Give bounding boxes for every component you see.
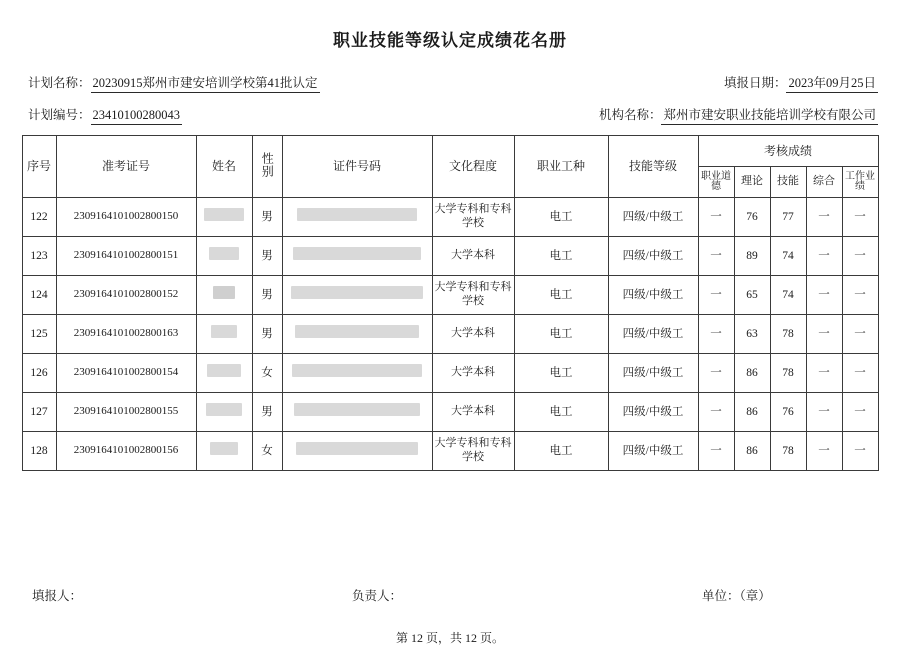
plan-name-field <box>28 73 320 93</box>
cell-occupation: 电工 <box>514 198 608 237</box>
cell-comprehensive: 一 <box>806 198 842 237</box>
cell-seq: 123 <box>22 237 56 276</box>
cell-name <box>196 354 252 393</box>
cell-level: 四级/中级工 <box>608 315 698 354</box>
cell-id-number <box>282 432 432 471</box>
cell-education: 大学本科 <box>432 354 514 393</box>
cell-comprehensive: 一 <box>806 354 842 393</box>
cell-performance: 一 <box>842 393 878 432</box>
redaction-block <box>210 442 238 455</box>
col-header-gender-text: 性别 <box>260 151 275 178</box>
cell-theory: 63 <box>734 315 770 354</box>
cell-performance: 一 <box>842 354 878 393</box>
cell-theory: 89 <box>734 237 770 276</box>
redaction-block <box>295 325 419 338</box>
cell-comprehensive: 一 <box>806 432 842 471</box>
plan-no-field <box>28 105 182 125</box>
cell-skill: 78 <box>770 315 806 354</box>
redaction-block <box>213 286 235 299</box>
col-header-performance: 工作业绩 <box>842 167 878 198</box>
cell-occupation: 电工 <box>514 315 608 354</box>
redaction-block <box>294 403 420 416</box>
table-row <box>22 432 878 471</box>
cell-level: 四级/中级工 <box>608 354 698 393</box>
plan-name-value: 20230915郑州市建安培训学校第41批认定 <box>91 73 320 93</box>
cell-ticket: 2309164101002800152 <box>56 276 196 315</box>
cell-skill: 74 <box>770 276 806 315</box>
cell-gender: 男 <box>252 276 282 315</box>
col-header-name: 姓名 <box>196 136 252 198</box>
org-name-value: 郑州市建安职业技能培训学校有限公司 <box>661 105 878 125</box>
col-header-ticket: 准考证号 <box>56 136 196 198</box>
cell-ticket: 2309164101002800151 <box>56 237 196 276</box>
cell-name <box>196 276 252 315</box>
cell-theory: 65 <box>734 276 770 315</box>
cell-performance: 一 <box>842 276 878 315</box>
redaction-block <box>292 364 422 377</box>
cell-name <box>196 237 252 276</box>
redaction-block <box>209 247 239 260</box>
table-header <box>22 136 878 198</box>
cell-education: 大学本科 <box>432 237 514 276</box>
col-header-level: 技能等级 <box>608 136 698 198</box>
cell-education: 大学本科 <box>432 315 514 354</box>
col-header-skill: 技能 <box>770 167 806 198</box>
col-header-gender <box>252 136 282 198</box>
cell-ethics: 一 <box>698 237 734 276</box>
cell-occupation: 电工 <box>514 354 608 393</box>
table-row <box>22 237 878 276</box>
redaction-block <box>211 325 237 338</box>
table-row <box>22 354 878 393</box>
redaction-block <box>296 442 418 455</box>
fill-date-label: 填报日期： <box>723 76 787 90</box>
cell-gender: 男 <box>252 393 282 432</box>
table-row <box>22 393 878 432</box>
redaction-block <box>206 403 242 416</box>
cell-name <box>196 198 252 237</box>
cell-id-number <box>282 315 432 354</box>
cell-id-number <box>282 276 432 315</box>
col-header-education: 文化程度 <box>432 136 514 198</box>
cell-performance: 一 <box>842 237 878 276</box>
cell-occupation: 电工 <box>514 237 608 276</box>
cell-name <box>196 432 252 471</box>
col-header-seq: 序号 <box>22 136 56 198</box>
table-row <box>22 276 878 315</box>
document-page <box>0 26 900 660</box>
cell-seq: 125 <box>22 315 56 354</box>
cell-id-number <box>282 237 432 276</box>
col-header-ethics: 职业道德 <box>698 167 734 198</box>
meta-row-plan <box>0 73 900 93</box>
roster-table <box>22 135 879 471</box>
unit-seal-label: 单位：（章） <box>702 589 771 603</box>
redaction-block <box>293 247 421 260</box>
cell-id-number <box>282 354 432 393</box>
cell-ethics: 一 <box>698 432 734 471</box>
cell-occupation: 电工 <box>514 393 608 432</box>
cell-skill: 78 <box>770 432 806 471</box>
cell-performance: 一 <box>842 315 878 354</box>
cell-seq: 124 <box>22 276 56 315</box>
table-row <box>22 315 878 354</box>
cell-level: 四级/中级工 <box>608 237 698 276</box>
fill-date-field <box>724 73 878 93</box>
cell-level: 四级/中级工 <box>608 432 698 471</box>
cell-skill: 74 <box>770 237 806 276</box>
cell-comprehensive: 一 <box>806 276 842 315</box>
signature-row <box>0 586 900 604</box>
cell-ticket: 2309164101002800150 <box>56 198 196 237</box>
cell-education: 大学专科和专科学校 <box>432 432 514 471</box>
col-header-theory: 理论 <box>734 167 770 198</box>
cell-comprehensive: 一 <box>806 315 842 354</box>
cell-gender: 男 <box>252 237 282 276</box>
cell-performance: 一 <box>842 432 878 471</box>
col-header-comprehensive: 综合 <box>806 167 842 198</box>
cell-skill: 78 <box>770 354 806 393</box>
cell-ticket: 2309164101002800156 <box>56 432 196 471</box>
cell-comprehensive: 一 <box>806 237 842 276</box>
cell-level: 四级/中级工 <box>608 276 698 315</box>
cell-education: 大学专科和专科学校 <box>432 276 514 315</box>
cell-gender: 男 <box>252 198 282 237</box>
cell-theory: 86 <box>734 393 770 432</box>
cell-seq: 122 <box>22 198 56 237</box>
cell-ticket: 2309164101002800163 <box>56 315 196 354</box>
table-row <box>22 198 878 237</box>
plan-name-label: 计划名称： <box>28 76 91 90</box>
cell-education: 大学专科和专科学校 <box>432 198 514 237</box>
cell-ticket: 2309164101002800155 <box>56 393 196 432</box>
cell-education: 大学本科 <box>432 393 514 432</box>
header-row-top <box>22 136 878 167</box>
redaction-block <box>207 364 241 377</box>
cell-ethics: 一 <box>698 276 734 315</box>
col-header-scores-group: 考核成绩 <box>698 136 878 167</box>
redaction-block <box>291 286 423 299</box>
cell-level: 四级/中级工 <box>608 198 698 237</box>
cell-gender: 女 <box>252 432 282 471</box>
cell-theory: 76 <box>734 198 770 237</box>
plan-no-value: 23410100280043 <box>91 108 183 125</box>
org-name-field <box>599 105 878 125</box>
cell-ticket: 2309164101002800154 <box>56 354 196 393</box>
cell-theory: 86 <box>734 432 770 471</box>
plan-no-label: 计划编号： <box>28 108 91 122</box>
cell-gender: 女 <box>252 354 282 393</box>
cell-name <box>196 315 252 354</box>
cell-performance: 一 <box>842 198 878 237</box>
cell-seq: 127 <box>22 393 56 432</box>
cell-skill: 76 <box>770 393 806 432</box>
cell-gender: 男 <box>252 315 282 354</box>
cell-occupation: 电工 <box>514 432 608 471</box>
cell-name <box>196 393 252 432</box>
cell-seq: 128 <box>22 432 56 471</box>
page-title: 职业技能等级认定成绩花名册 <box>333 31 567 50</box>
redaction-block <box>297 208 417 221</box>
meta-row-org <box>0 105 900 125</box>
redaction-block <box>204 208 244 221</box>
col-header-id: 证件号码 <box>282 136 432 198</box>
org-name-label: 机构名称： <box>598 108 662 122</box>
page-number: 第 12 页，共 12 页。 <box>395 631 504 645</box>
fill-date-value: 2023年09月25日 <box>786 73 878 93</box>
col-header-occupation: 职业工种 <box>514 136 608 198</box>
cell-occupation: 电工 <box>514 276 608 315</box>
cell-ethics: 一 <box>698 315 734 354</box>
cell-comprehensive: 一 <box>806 393 842 432</box>
cell-theory: 86 <box>734 354 770 393</box>
cell-id-number <box>282 393 432 432</box>
cell-ethics: 一 <box>698 198 734 237</box>
cell-seq: 126 <box>22 354 56 393</box>
table-body <box>22 198 878 471</box>
cell-ethics: 一 <box>698 393 734 432</box>
responsible-label: 负责人： <box>352 589 403 603</box>
cell-id-number <box>282 198 432 237</box>
cell-skill: 77 <box>770 198 806 237</box>
reporter-label: 填报人： <box>32 589 83 603</box>
cell-ethics: 一 <box>698 354 734 393</box>
cell-level: 四级/中级工 <box>608 393 698 432</box>
